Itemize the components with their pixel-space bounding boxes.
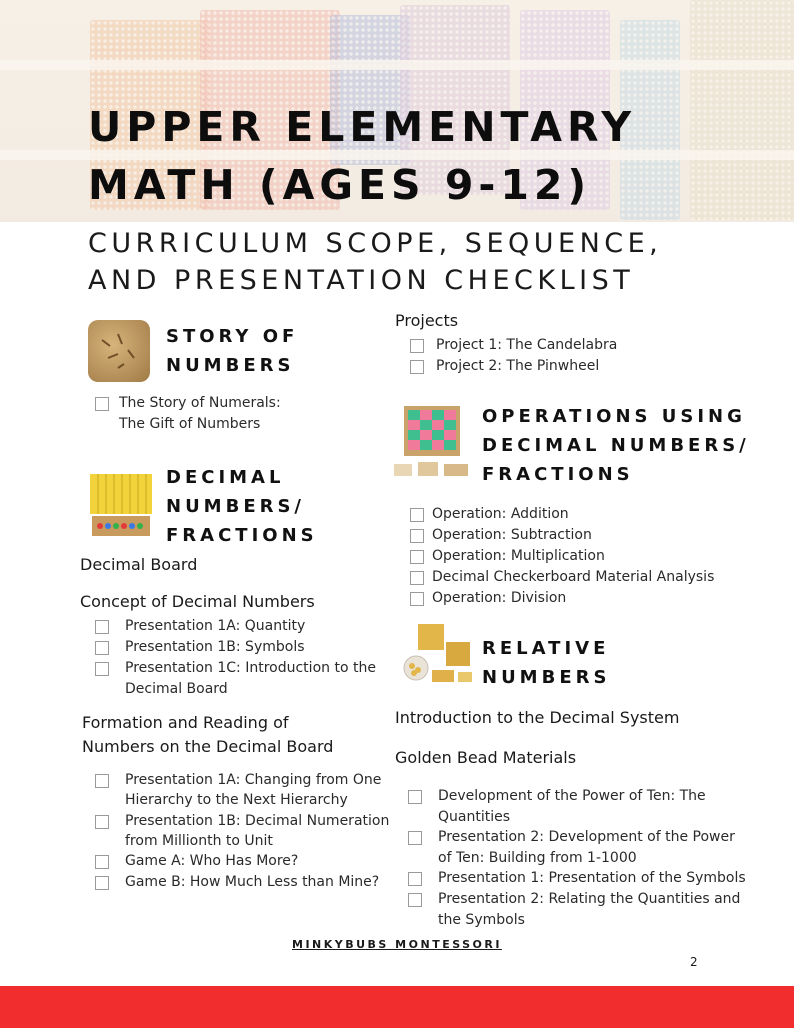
- checklist-item[interactable]: [410, 356, 670, 377]
- story-heading-line-1: STORY OF: [166, 326, 299, 347]
- subtitle-line-1: CURRICULUM SCOPE, SEQUENCE,: [88, 228, 663, 259]
- footer-brand: [0, 938, 794, 951]
- item-text: Presentation 1B: Symbols: [125, 639, 305, 655]
- checkbox[interactable]: [408, 831, 422, 845]
- checkbox[interactable]: [95, 876, 109, 890]
- checkbox[interactable]: [95, 662, 109, 676]
- checkbox[interactable]: [410, 360, 424, 374]
- checkbox[interactable]: [95, 774, 109, 788]
- item-text: Presentation 1A: Changing from One: [125, 772, 382, 788]
- item-text: Operation: Multiplication: [432, 548, 605, 564]
- item-text: Decimal Checkerboard Material Analysis: [432, 569, 715, 585]
- checkbox[interactable]: [408, 790, 422, 804]
- formation-label: [82, 711, 333, 759]
- operations-heading: [482, 402, 750, 489]
- page-title: [88, 98, 708, 214]
- checklist-item[interactable]: [408, 786, 738, 828]
- item-text: Project 1: The Candelabra: [436, 337, 618, 353]
- clay-tablet-image: [88, 320, 150, 382]
- checkbox[interactable]: [410, 529, 424, 543]
- brand-link[interactable]: MINKYBUBS MONTESSORI: [292, 938, 502, 951]
- decimal-numbers-heading: [166, 463, 318, 550]
- checkbox[interactable]: [408, 893, 422, 907]
- item-text: Development of the Power of Ten: The: [438, 788, 706, 804]
- checklist-item[interactable]: [95, 770, 382, 812]
- item-text: The Story of Numerals:: [119, 395, 281, 411]
- page-subtitle: [88, 225, 728, 299]
- decimal-heading-line-2: NUMBERS/: [166, 496, 306, 517]
- formation-label-line-1: Formation and Reading of: [82, 713, 289, 732]
- checkbox[interactable]: [410, 592, 424, 606]
- checkbox[interactable]: [95, 641, 109, 655]
- decimal-board-image: [88, 470, 154, 540]
- projects-label: Projects: [395, 311, 459, 330]
- concept-label: Concept of Decimal Numbers: [80, 592, 315, 611]
- item-text: Presentation 1B: Decimal Numeration: [125, 813, 390, 829]
- decimal-heading-line-1: DECIMAL: [166, 467, 285, 488]
- item-text: from Millionth to Unit: [125, 833, 273, 849]
- item-text: Quantities: [438, 809, 511, 825]
- checkbox[interactable]: [95, 397, 109, 411]
- checklist-item[interactable]: [95, 637, 365, 658]
- operations-heading-line-1: OPERATIONS USING: [482, 406, 746, 427]
- title-line-2: MATH (AGES 9-12): [88, 161, 592, 209]
- item-text: Presentation 1: Presentation of the Symbols: [438, 870, 746, 886]
- title-line-1: UPPER ELEMENTARY: [88, 103, 637, 151]
- item-text: Game A: Who Has More?: [125, 853, 299, 869]
- checklist-item[interactable]: [410, 567, 730, 588]
- checkbox[interactable]: [410, 550, 424, 564]
- checkbox[interactable]: [410, 571, 424, 585]
- item-text: the Symbols: [438, 912, 525, 928]
- checklist-item[interactable]: [410, 335, 670, 356]
- checkerboard-image: [392, 404, 472, 480]
- checkbox[interactable]: [95, 620, 109, 634]
- item-text: Decimal Board: [125, 681, 228, 697]
- intro-decimal-system-label: Introduction to the Decimal System: [395, 708, 680, 727]
- relative-heading-line-1: RELATIVE: [482, 638, 610, 659]
- checkbox[interactable]: [408, 872, 422, 886]
- item-text: Hierarchy to the Next Hierarchy: [125, 792, 348, 808]
- checklist-item[interactable]: [408, 827, 738, 869]
- item-text: Operation: Division: [432, 590, 567, 606]
- item-text: Presentation 2: Relating the Quantities and: [438, 891, 741, 907]
- checklist-item[interactable]: [410, 546, 730, 567]
- subtitle-line-2: AND PRESENTATION CHECKLIST: [88, 265, 635, 296]
- formation-label-line-2: Numbers on the Decimal Board: [82, 737, 334, 756]
- operations-heading-line-2: DECIMAL NUMBERS/: [482, 435, 750, 456]
- checklist-item[interactable]: [95, 393, 355, 435]
- checklist-item[interactable]: [95, 872, 380, 893]
- checklist-item[interactable]: [408, 889, 741, 931]
- page-number: 2: [690, 955, 698, 969]
- checklist-item[interactable]: [95, 616, 365, 637]
- golden-bead-label: Golden Bead Materials: [395, 748, 577, 767]
- checklist-item[interactable]: [410, 525, 730, 546]
- item-text: Operation: Addition: [432, 506, 569, 522]
- checkbox[interactable]: [95, 815, 109, 829]
- golden-beads-image: [400, 620, 474, 690]
- item-text: Project 2: The Pinwheel: [436, 358, 600, 374]
- footer-accent-bar: [0, 986, 794, 1028]
- story-of-numbers-heading: [166, 322, 298, 380]
- item-text: Presentation 1C: Introduction to the: [125, 660, 376, 676]
- item-text: Game B: How Much Less than Mine?: [125, 874, 380, 890]
- item-text: Presentation 1A: Quantity: [125, 618, 306, 634]
- checklist-item[interactable]: [408, 868, 746, 889]
- relative-heading-line-2: NUMBERS: [482, 667, 611, 688]
- decimal-heading-line-3: FRACTIONS: [166, 525, 318, 546]
- story-heading-line-2: NUMBERS: [166, 355, 295, 376]
- decimal-board-label: Decimal Board: [80, 555, 198, 574]
- checklist-item[interactable]: [95, 658, 376, 700]
- item-text: The Gift of Numbers: [119, 416, 261, 432]
- item-text: of Ten: Building from 1-1000: [438, 850, 637, 866]
- checkbox[interactable]: [95, 855, 109, 869]
- checklist-item[interactable]: [95, 851, 375, 872]
- checklist-item[interactable]: [410, 588, 730, 609]
- relative-numbers-heading: [482, 634, 610, 692]
- operations-heading-line-3: FRACTIONS: [482, 464, 634, 485]
- item-text: Presentation 2: Development of the Power: [438, 829, 735, 845]
- checklist-item[interactable]: [410, 504, 730, 525]
- checklist-item[interactable]: [95, 811, 390, 853]
- checkbox[interactable]: [410, 339, 424, 353]
- item-text: Operation: Subtraction: [432, 527, 592, 543]
- checkbox[interactable]: [410, 508, 424, 522]
